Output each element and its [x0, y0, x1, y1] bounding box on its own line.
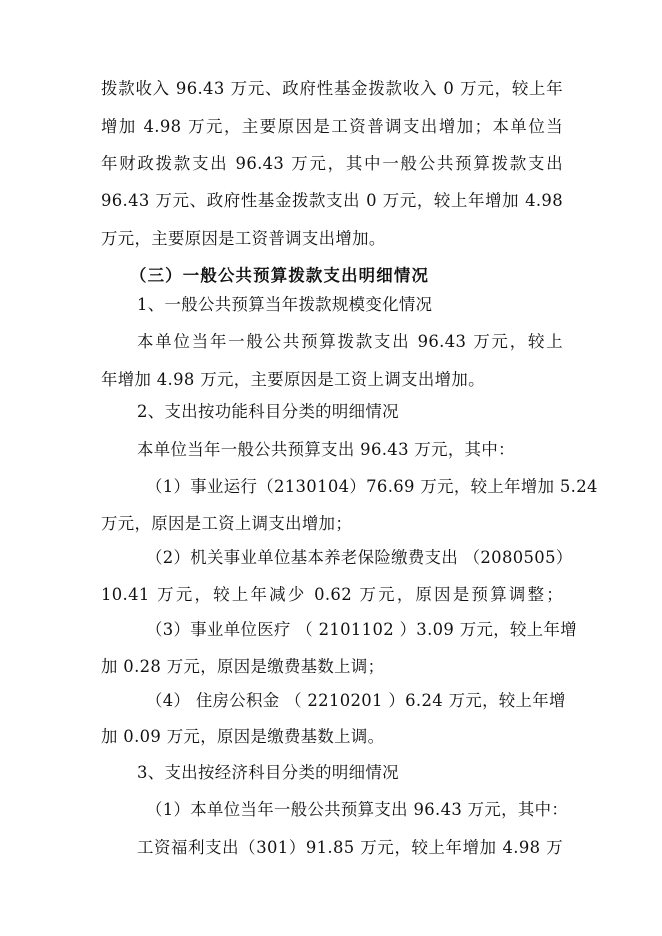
- body-text-line: 96.43 万元、政府性基金拨款支出 0 万元，较上年增加 4.98: [101, 191, 563, 210]
- list-item-economic-1: （1）本单位当年一般公共预算支出 96.43 万元，其中：: [146, 800, 569, 819]
- body-text-line: 本单位当年一般公共预算拨款支出 96.43 万元，较上: [137, 332, 563, 351]
- body-text-line: 工资福利支出（301）91.85 万元，较上年增加 4.98 万: [137, 838, 563, 857]
- subsection-heading: 1、一般公共预算当年拨款规模变化情况: [137, 295, 433, 314]
- body-text-line: 增加 4.98 万元，主要原因是工资普调支出增加；本单位当: [101, 117, 563, 136]
- body-text-line: 万元，主要原因是工资普调支出增加。: [101, 229, 386, 248]
- list-item-3: （3）事业单位医疗 （ 2101102 ）3.09 万元，较上年增: [146, 620, 577, 639]
- section-heading: （三）一般公共预算拨款支出明细情况: [130, 266, 430, 285]
- body-text-line: 本单位当年一般公共预算支出 96.43 万元，其中：: [137, 440, 515, 459]
- list-item-2: （2）机关事业单位基本养老保险缴费支出 （2080505）: [146, 548, 573, 567]
- subsection-heading: 3、支出按经济科目分类的明细情况: [137, 763, 399, 782]
- body-text-line: 拨款收入 96.43 万元、政府性基金拨款收入 0 万元，较上年: [101, 79, 563, 98]
- list-item-1: （1）事业运行（2130104）76.69 万元，较上年增加 5.24: [146, 477, 598, 496]
- subsection-heading: 2、支出按功能科目分类的明细情况: [137, 402, 399, 421]
- body-text-line: 加 0.09 万元，原因是缴费基数上调。: [101, 727, 385, 746]
- body-text-line: 加 0.28 万元，原因是缴费基数上调；: [101, 657, 385, 676]
- body-text-line: 10.41 万元，较上年减少 0.62 万元，原因是预算调整；: [101, 585, 563, 604]
- body-text-line: 万元，原因是工资上调支出增加；: [101, 514, 353, 533]
- body-text-line: 年增加 4.98 万元，主要原因是工资上调支出增加。: [101, 370, 485, 389]
- list-item-4: （4） 住房公积金 （ 2210201 ）6.24 万元，较上年增: [146, 691, 566, 710]
- body-text-line: 年财政拨款支出 96.43 万元，其中一般公共预算拨款支出: [101, 154, 563, 173]
